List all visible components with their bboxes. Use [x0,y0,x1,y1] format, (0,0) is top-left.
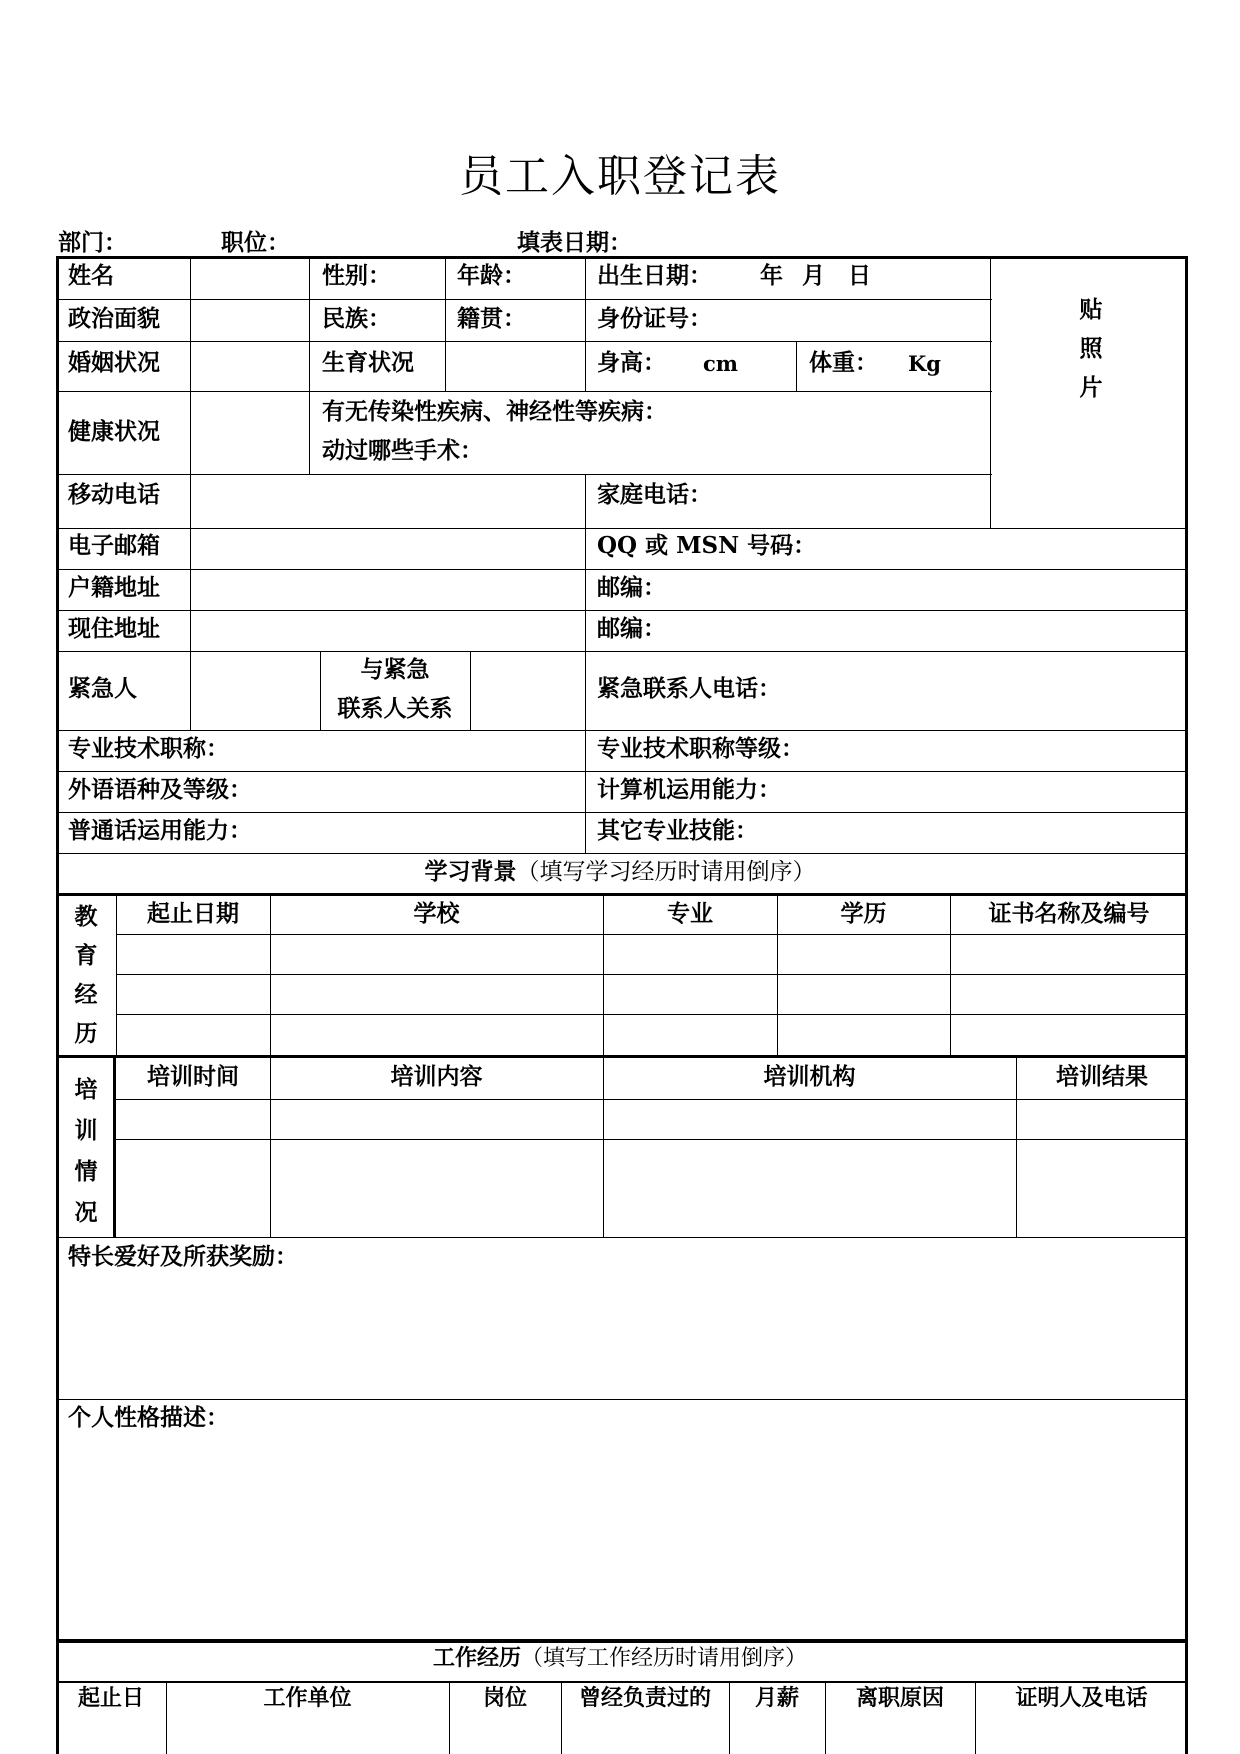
edu-col-major: 专业 [667,900,713,927]
edu-col-school: 学校 [413,900,460,927]
zip-label-2: 邮编： [597,615,666,642]
page-title: 员工入职登记表 [459,151,781,202]
work-col-responsibilities: 曾经负责过的 [578,1685,711,1711]
emergency-contact-label: 紧急人 [68,675,137,702]
prof-title-level-label: 专业技术职称等级： [597,735,804,762]
language-label: 外语语种及等级： [68,776,252,803]
emergency-phone-label: 紧急联系人电话： [597,675,781,702]
qq-msn-label: QQ 或 MSN 号码： [597,532,817,559]
work-heading: 工作经历（填写工作经历时请用倒序） [432,1645,808,1671]
work-col-dates: 起止日 [77,1685,144,1711]
study-heading: 学习背景（填写学习经历时请用倒序） [424,858,816,885]
political-label: 政治面貌 [68,305,160,332]
native-place-label: 籍贯： [457,305,526,332]
edu-col-degree: 学历 [840,900,887,927]
prof-title-label: 专业技术职称： [68,735,229,762]
department-label: 部门： [58,229,127,256]
computer-skill-label: 计算机运用能力： [597,776,781,803]
education-label: 教 育 经 历 [74,903,98,1047]
height-label: 身高： [597,349,666,376]
train-col-time: 培训时间 [147,1063,239,1090]
training-label: 培 训 情 况 [74,1076,98,1226]
id-number-label: 身份证号： [597,305,712,332]
disease-label: 有无传染性疾病、神经性等疾病： [322,398,667,425]
kg-unit: Kg [908,351,941,376]
year-label: 年 [760,262,783,289]
age-label: 年龄： [457,262,526,289]
form-table [56,256,1188,1642]
day-label: 日 [848,262,871,289]
health-label: 健康状况 [68,418,160,445]
edu-col-dates: 起止日期 [147,900,239,927]
other-skill-label: 其它专业技能： [597,817,758,844]
ethnic-label: 民族： [322,305,391,332]
fill-date-label: 填表日期： [517,229,632,256]
work-col-leave-reason: 离职原因 [855,1685,944,1711]
work-col-salary: 月薪 [754,1685,799,1711]
surgery-label: 动过哪些手术： [322,437,483,464]
personality-label: 个人性格描述： [68,1404,229,1431]
email-label: 电子邮箱 [68,532,160,559]
train-col-result: 培训结果 [1056,1063,1148,1090]
train-col-content: 培训内容 [390,1063,483,1090]
cm-unit: cm [703,351,739,376]
position-label: 职位： [221,229,290,256]
mobile-label: 移动电话 [68,481,160,508]
home-phone-label: 家庭电话： [597,481,712,508]
relation-label-2: 联系人关系 [337,695,453,722]
gender-label: 性别： [322,262,391,289]
weight-label: 体重： [809,349,878,376]
edu-col-certificate: 证书名称及编号 [988,900,1150,927]
fertility-label: 生育状况 [322,349,414,376]
relation-label-1: 与紧急 [360,656,430,683]
work-col-reference: 证明人及电话 [1015,1685,1148,1711]
current-address-label: 现住地址 [68,615,160,642]
work-col-position: 岗位 [482,1685,527,1711]
name-label: 姓名 [68,262,114,289]
hobby-label: 特长爱好及所获奖励： [68,1243,298,1270]
work-col-company: 工作单位 [263,1685,352,1711]
zip-label-1: 邮编： [597,574,666,601]
household-address-label: 户籍地址 [68,574,160,601]
marital-label: 婚姻状况 [68,349,160,376]
photo-placeholder: 贴 照 片 [1079,296,1103,401]
train-col-institution: 培训机构 [763,1063,856,1090]
birth-date-label: 出生日期： [597,262,712,289]
month-label: 月 [802,262,825,289]
mandarin-label: 普通话运用能力： [68,817,252,844]
